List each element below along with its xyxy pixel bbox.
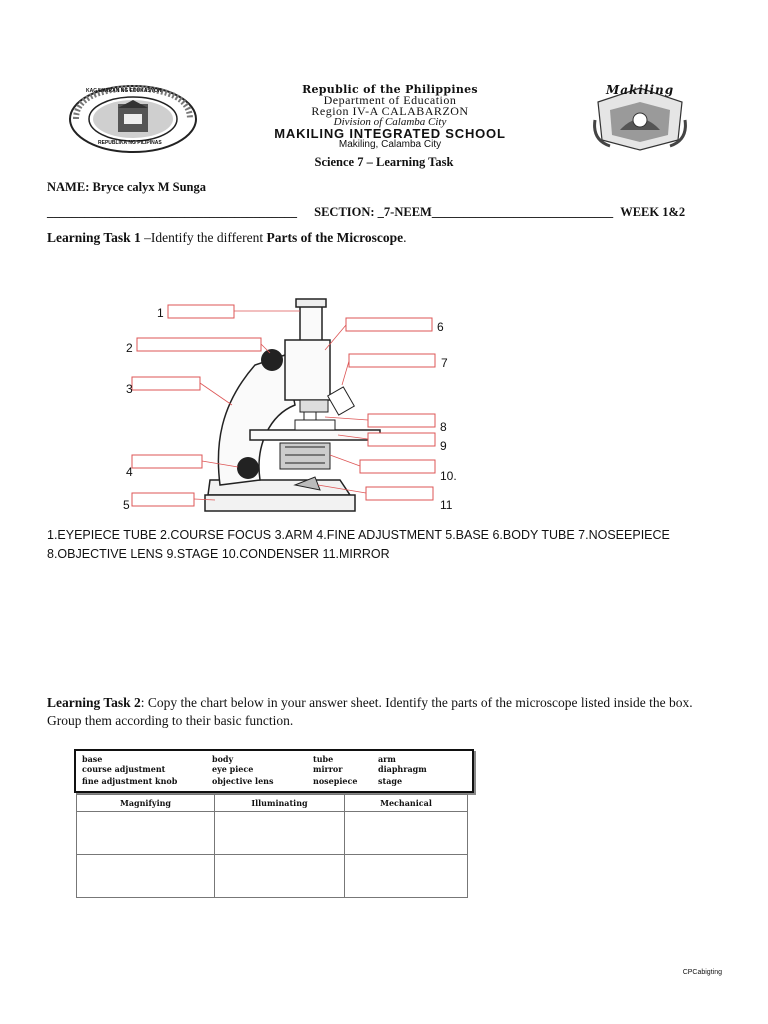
task1-bold: Parts of the Microscope <box>266 230 404 245</box>
task1-text: –Identify the different <box>140 230 267 245</box>
header-address: Makiling, Calamba City <box>338 139 442 150</box>
header-deped: Department of Education <box>323 93 457 107</box>
word-item: diaphragm <box>378 764 427 774</box>
word-item: fine adjustment knob <box>82 776 178 786</box>
table-header-mechanical: Mechanical <box>345 795 468 812</box>
word-item: base <box>82 754 103 764</box>
table-row <box>77 855 468 898</box>
word-item: stage <box>378 776 403 786</box>
table-cell[interactable] <box>345 812 468 855</box>
diagram-number: 8 <box>440 420 447 434</box>
word-item: mirror <box>313 764 343 774</box>
table-cell[interactable] <box>77 855 215 898</box>
word-item: eye piece <box>212 764 254 774</box>
task1-label: Learning Task 1 <box>47 230 141 245</box>
diagram-number: 2 <box>126 341 133 355</box>
footer-author: CPCabigting <box>682 969 722 976</box>
table-row <box>77 812 468 855</box>
task2-text: : Copy the chart below in your answer sheet. Identify the parts of the microscope listed inside the box. Group them according to their basic function. <box>47 695 693 728</box>
diagram-number: 1 <box>157 306 164 320</box>
page-title: Science 7 – Learning Task <box>314 155 454 169</box>
diagram-number: 11 <box>440 498 453 512</box>
word-item: body <box>212 754 234 764</box>
table-header-illuminating: Illuminating <box>215 795 345 812</box>
letterhead <box>230 84 550 150</box>
word-item: objective lens <box>212 776 274 786</box>
diagram-number: 4 <box>126 465 133 479</box>
diagram-number: 6 <box>437 320 444 334</box>
header-division: Division of Calamba City <box>333 116 447 128</box>
header-region: Region IV-A CALABARZON <box>311 104 469 118</box>
task1-period: . <box>403 230 407 245</box>
left-seal-top-text: KAGAWARAN NG EDUKASYON <box>86 88 162 94</box>
diagram-number: 9 <box>440 439 447 453</box>
word-item: tube <box>313 754 334 764</box>
week-label: WEEK 1&2 <box>620 205 686 219</box>
header-republic: Republic of the Philippines <box>302 83 478 96</box>
name-blank-line: ________________________________________ <box>47 205 297 219</box>
task2-label: Learning Task 2 <box>47 695 141 710</box>
section-field: SECTION: _7-NEEM_____________________________ <box>314 205 614 219</box>
word-item: course adjustment <box>82 764 166 774</box>
left-seal-bottom-text: REPUBLIKA NG PILIPINAS <box>98 140 162 146</box>
table-cell[interactable] <box>215 855 345 898</box>
task2-instruction <box>47 694 727 730</box>
diagram-number: 5 <box>123 498 130 512</box>
task1-instruction <box>47 230 406 246</box>
right-logo-text: Makiling <box>606 83 675 97</box>
task1-answers: 1.EYEPIECE TUBE 2.COURSE FOCUS 3.ARM 4.FINE ADJUSTMENT 5.BASE 6.BODY TUBE 7.NOSEEPIECE 8.OBJECTIVE LENS 9.STAGE 10.CONDENSER 11.MIRROR <box>47 528 670 561</box>
word-item: nosepiece <box>313 776 358 786</box>
classification-table <box>76 794 468 898</box>
table-cell[interactable] <box>77 812 215 855</box>
diagram-number: 3 <box>126 382 133 396</box>
table-cell[interactable] <box>345 855 468 898</box>
table-cell[interactable] <box>215 812 345 855</box>
diagram-number: 10. <box>440 469 457 483</box>
student-name: NAME: Bryce calyx M Sunga <box>47 180 207 194</box>
word-bank-box <box>74 749 474 793</box>
section-row <box>47 205 685 220</box>
header-school: MAKILING INTEGRATED SCHOOL <box>274 126 506 141</box>
microscope-diagram <box>120 295 460 520</box>
table-header-magnifying: Magnifying <box>77 795 215 812</box>
diagram-number: 7 <box>441 356 448 370</box>
word-item: arm <box>378 754 396 764</box>
